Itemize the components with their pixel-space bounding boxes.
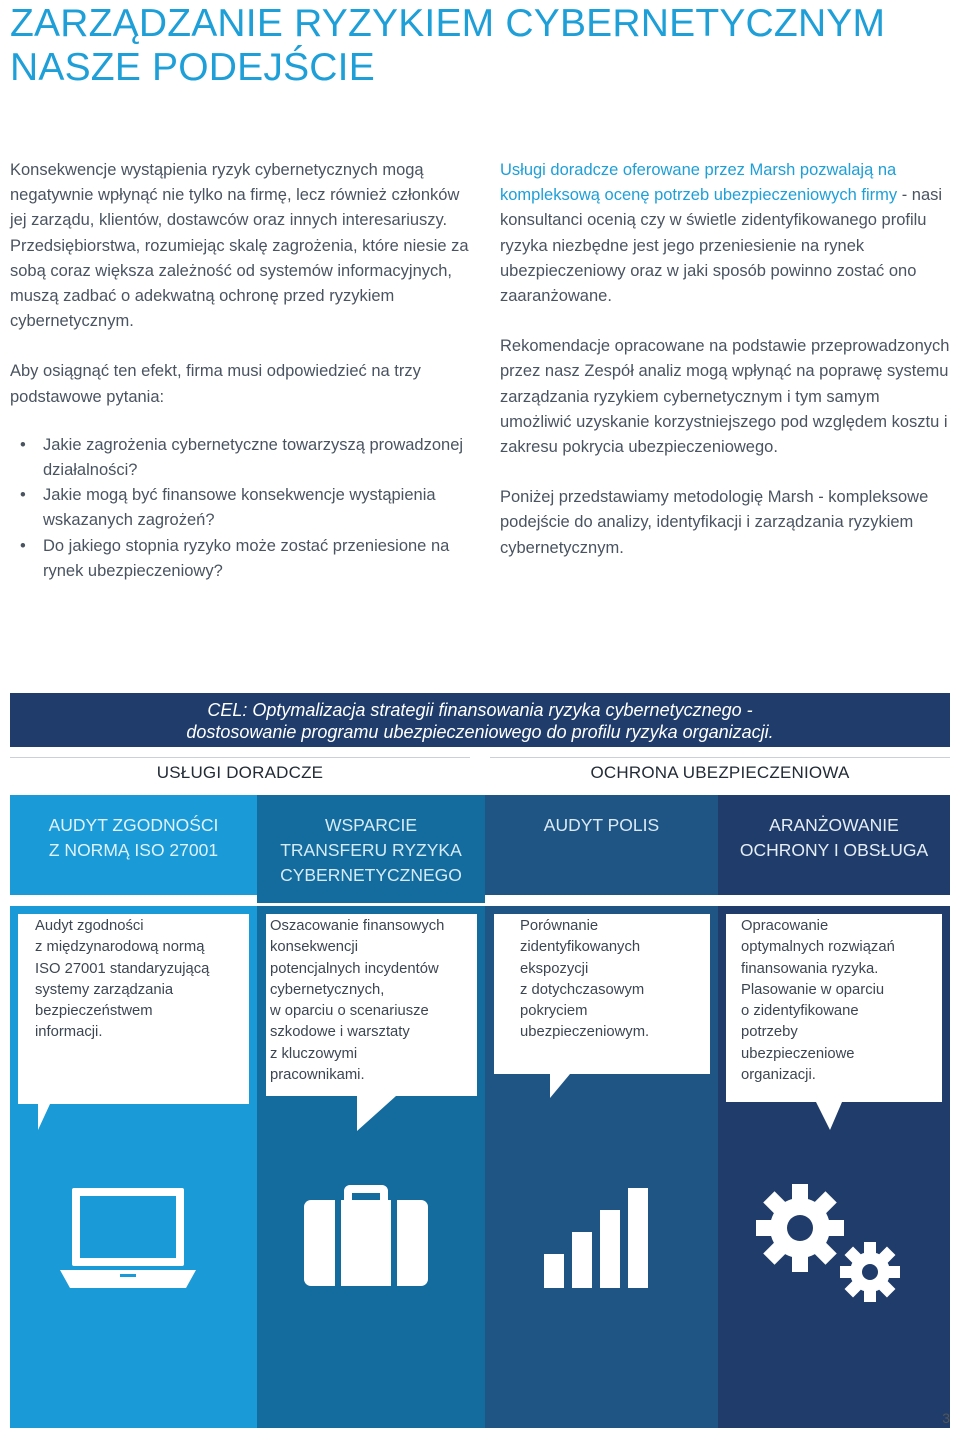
page-title-line-1: ZARZĄDZANIE RYZYKIEM CYBERNETYCZNYM bbox=[10, 2, 886, 45]
questions-list bbox=[10, 433, 480, 584]
questions-intro: Aby osiągnąć ten efekt, firma musi odpowiedzieć na trzy podstawowe pytania: bbox=[10, 362, 421, 406]
service-descriptions bbox=[10, 906, 950, 1451]
description-line: z międzynarodową normą bbox=[35, 939, 205, 956]
description-risk-transfer bbox=[270, 916, 480, 1086]
service-label-line: OCHRONY I OBSŁUGA bbox=[739, 840, 929, 860]
description-line: ekspozycji bbox=[520, 960, 589, 977]
description-line: konsekwencji bbox=[270, 939, 359, 956]
description-line: Plasowanie w oparciu bbox=[741, 981, 885, 998]
description-line: o zidentyfikowane bbox=[741, 1003, 859, 1020]
description-line: Porównanie bbox=[520, 918, 599, 934]
description-line: zidentyfikowanych bbox=[520, 939, 641, 956]
service-arrangement bbox=[718, 795, 950, 895]
service-label-line: ARANŻOWANIE bbox=[769, 815, 899, 835]
description-line: w oparciu o scenariusze bbox=[270, 1003, 429, 1020]
description-line: szkodowe i warsztaty bbox=[270, 1024, 410, 1041]
services-rest: - nasi konsultanci ocenią czy w świetle zidentyfikowanego profilu ryzyka niezbędne jest jego przeniesienie na rynek ubezpieczeniowy oraz w jaki sposób powinno zostać ono zaaranżowane. bbox=[500, 186, 943, 306]
page-title-line-2: NASZE PODEJŚCIE bbox=[10, 46, 375, 89]
description-line: cybernetycznych, bbox=[270, 981, 385, 998]
description-line: Opracowanie bbox=[741, 918, 829, 934]
page-number: 3 bbox=[942, 1410, 950, 1426]
description-line: Oszacowanie finansowych bbox=[270, 918, 445, 934]
description-line: bezpieczeństwem bbox=[35, 1003, 153, 1020]
service-label-line: Z NORMĄ ISO 27001 bbox=[48, 840, 219, 860]
description-line: potencjalnych incydentów bbox=[270, 960, 439, 977]
description-line: informacji. bbox=[35, 1024, 103, 1041]
description-line: z kluczowymi bbox=[270, 1045, 358, 1062]
right-column bbox=[500, 158, 955, 586]
goal-banner bbox=[10, 693, 950, 747]
description-line: pokryciem bbox=[520, 1003, 588, 1020]
service-label-line: TRANSFERU RYZYKA bbox=[280, 840, 462, 860]
description-iso-audit bbox=[35, 916, 250, 1044]
methodology-paragraph: Poniżej przedstawiamy metodologię Marsh - kompleksowe podejście do analizy, identyfikacji i zarządzania ryzykiem cybernetycznym. bbox=[500, 488, 929, 557]
services-paragraph bbox=[500, 158, 955, 309]
service-risk-transfer bbox=[257, 795, 485, 903]
description-line: ubezpieczeniowe bbox=[741, 1045, 855, 1062]
service-label-line: CYBERNETYCZNEGO bbox=[280, 865, 462, 885]
services-highlight: Usługi doradcze oferowane przez Marsh pozwalają na kompleksową ocenę potrzeb ubezpieczeniowych firmy bbox=[500, 161, 898, 205]
description-arrangement bbox=[741, 916, 946, 1086]
description-line: pracownikami. bbox=[270, 1067, 365, 1084]
description-line: organizacji. bbox=[741, 1067, 816, 1084]
goal-line-1: CEL: Optymalizacja strategii finansowania ryzyka cybernetycznego - bbox=[207, 700, 753, 720]
question-item: • Jakie mogą być finansowe konsekwencje wystąpienia wskazanych zagrożeń? bbox=[10, 483, 480, 533]
description-line: Audyt zgodności bbox=[35, 918, 144, 934]
description-line: z dotychczasowym bbox=[520, 981, 645, 998]
description-line: optymalnych rozwiązań bbox=[741, 939, 895, 956]
description-policy-audit bbox=[520, 916, 715, 1044]
page-title bbox=[10, 2, 885, 90]
left-column bbox=[10, 158, 480, 584]
description-line: ubezpieczeniowym. bbox=[520, 1024, 650, 1041]
description-line: systemy zarządzania bbox=[35, 981, 174, 998]
service-iso-audit bbox=[10, 795, 257, 895]
service-label-line: AUDYT ZGODNOŚCI bbox=[48, 815, 219, 835]
recommendations-paragraph: Rekomendacje opracowane na podstawie przeprowadzonych przez nasz Zespół analiz mogą wpłynąć na poprawę systemu zarządzania ryzykiem cybernetycznym i tym samym umożliwić uzyskanie korzystniejszego pod względem kosztu i zakresu pokrycia ubezpieczeniowego. bbox=[500, 337, 950, 457]
question-item: • Jakie zagrożenia cybernetyczne towarzyszą prowadzonej działalności? bbox=[10, 433, 480, 483]
description-line: ISO 27001 standaryzującą bbox=[35, 960, 210, 977]
intro-paragraph: Konsekwencje wystąpienia ryzyk cybernetycznych mogą negatywnie wpłynąć nie tylko na firmę, lecz również członków jej zarządu, klientów, dostawców oraz innych interesariuszy. Przedsiębiorstwa, rozumiejąc skalę zagrożenia, które niesie za sobą coraz większa zależność od systemów informacyjnych, muszą zadbać o adekwatną ochronę przed ryzykiem cybernetycznym. bbox=[10, 161, 469, 331]
service-policy-audit bbox=[485, 795, 718, 895]
category-insurance: OCHRONA UBEZPIECZENIOWA bbox=[590, 763, 850, 782]
question-item: • Do jakiego stopnia ryzyko może zostać przeniesione na rynek ubezpieczeniowy? bbox=[10, 534, 480, 584]
description-line: finansowania ryzyka. bbox=[741, 960, 879, 977]
service-label-line: AUDYT POLIS bbox=[543, 815, 660, 835]
category-advisory: USŁUGI DORADCZE bbox=[156, 763, 324, 782]
goal-line-2: dostosowanie programu ubezpieczeniowego do profilu ryzyka organizacji. bbox=[186, 722, 774, 742]
service-label-line: WSPARCIE bbox=[324, 815, 418, 835]
description-line: potrzeby bbox=[741, 1024, 798, 1041]
